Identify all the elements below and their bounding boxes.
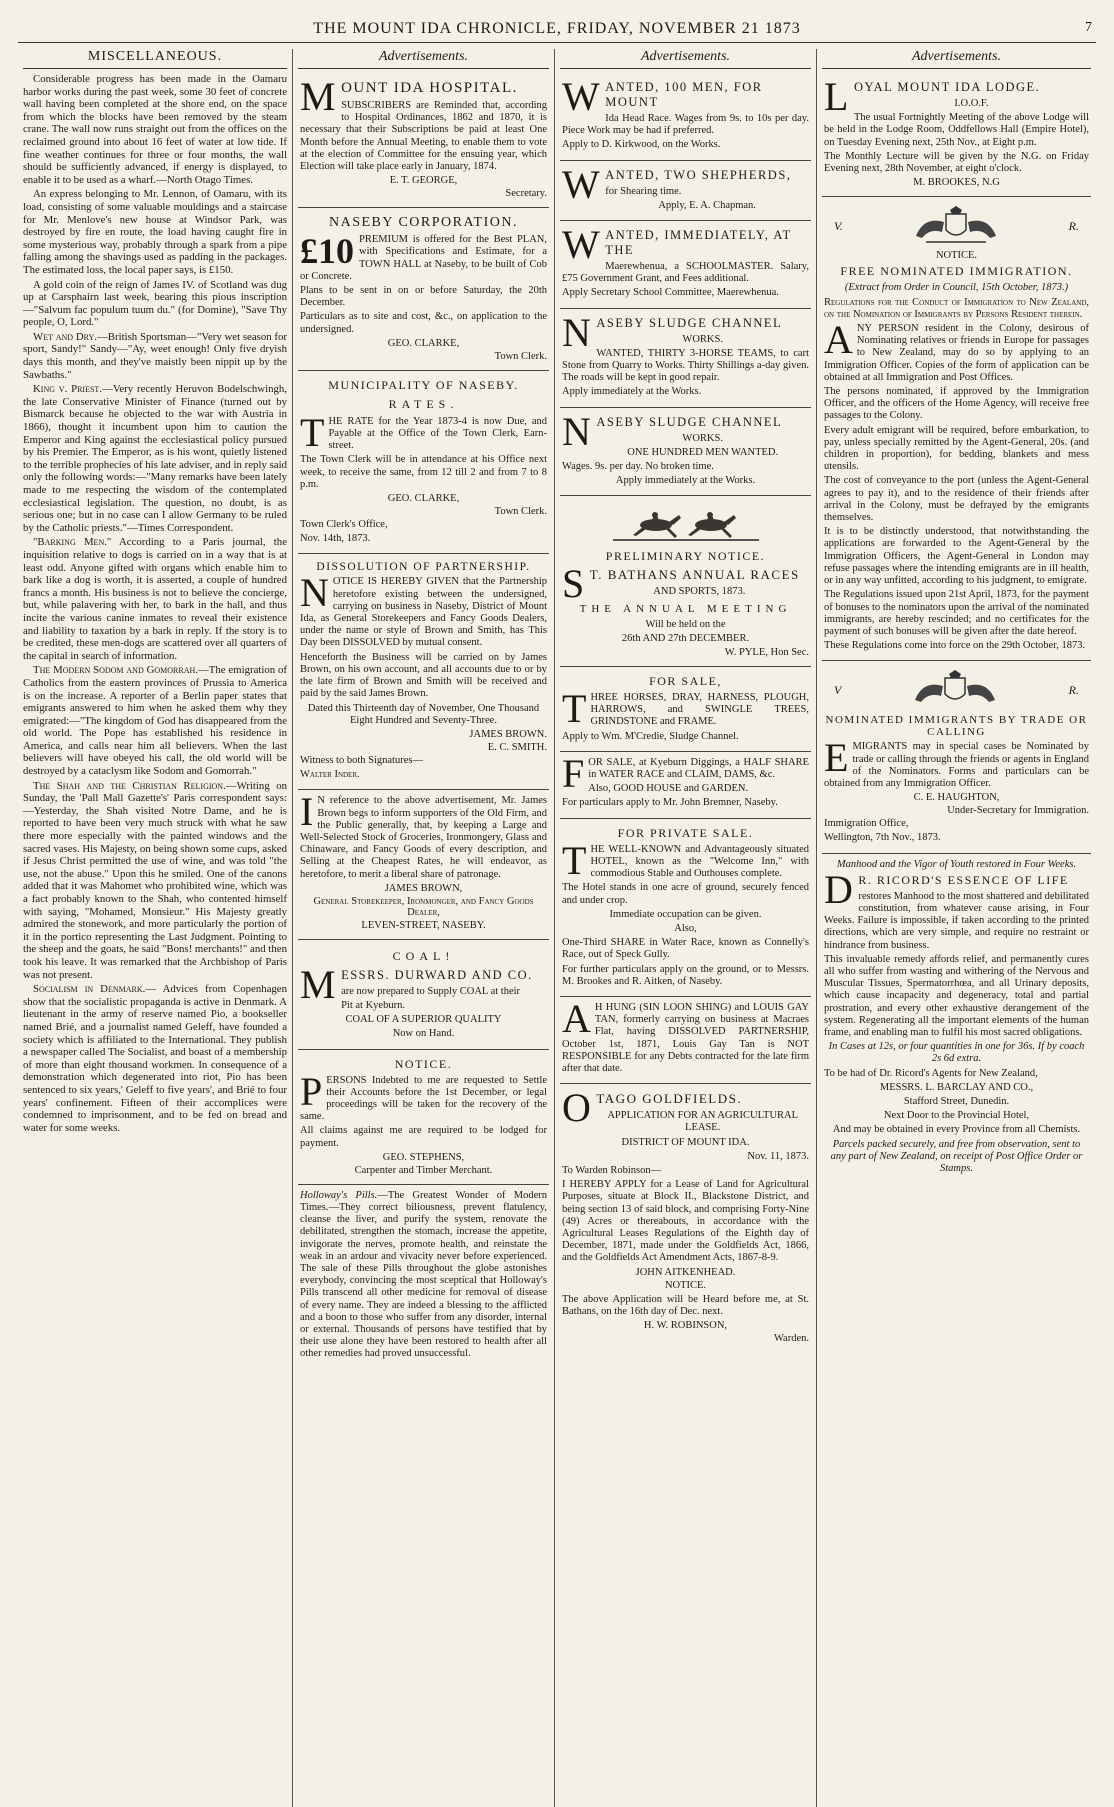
ad-body: SUBSCRIBERS are Reminded that, according to Hospital Ordinances, 1862 and 1870, it is necessary that their Subscriptions be paid at least One Month before the Annual Meeting, to enable them to vote at the election of Committee for the ensuing year, which Election will take place early in January, 1874. bbox=[300, 100, 547, 173]
ad-title: NOTICE. bbox=[394, 1056, 453, 1071]
ad-sludge-teams bbox=[560, 309, 811, 408]
ad-body bbox=[562, 837, 809, 883]
ad-title: NOMINATED IMMIGRANTS BY TRADE OR CALLING bbox=[825, 714, 1088, 739]
ad-body: Apply to D. Kirkwood, on the Works. bbox=[562, 139, 721, 151]
drop-cap: W bbox=[562, 161, 602, 207]
ad-trade-immigrants bbox=[822, 661, 1091, 853]
signature: W. PYLE, Hon Sec. bbox=[724, 647, 809, 659]
signature-role: Secretary. bbox=[505, 188, 547, 200]
ad-agents-address: Stafford Street, Dunedin. bbox=[903, 1095, 1010, 1107]
ad-body-text: ERSONS Indebted to me are requested to Settle their Accounts before the 1st December, or legal proceedings will be taken for the recovery of the same. bbox=[300, 1074, 547, 1123]
drop-cap: T bbox=[300, 409, 325, 455]
ad-loyal-lodge bbox=[822, 73, 1091, 197]
ad-body-text: PREMIUM is offered for the Best PLAN, with Specifications and Estimate, for a TOWN HALL at Naseby, to be built of Cob or Concrete. bbox=[300, 234, 547, 282]
ad-sludge-men bbox=[560, 408, 811, 497]
column-heading: MISCELLANEOUS. bbox=[23, 49, 287, 69]
ad-body: Next Door to the Provincial Hotel, bbox=[883, 1110, 1030, 1122]
ad-subtitle: WORKS. bbox=[682, 333, 723, 345]
ad-ah-hung bbox=[560, 997, 811, 1084]
ad-title-text: ANTED, IMMEDIATELY, AT THE bbox=[605, 228, 792, 258]
ad-title-text: ASEBY SLUDGE CHANNEL bbox=[596, 315, 783, 330]
ad-hospital bbox=[298, 73, 549, 208]
ad-dates: 26th AND 27th DECEMBER. bbox=[621, 632, 750, 644]
ad-body-text: HE RATE for the Year 1873-4 is now Due, and Payable at the Office of the Town Clerk, Earn-street. bbox=[328, 415, 547, 452]
ad-title-text: ANTED, TWO SHEPHERDS, bbox=[605, 167, 792, 182]
premium-amount: £10 bbox=[300, 231, 354, 272]
article-text: —Writing on Sunday, the 'Pall Mall Gazette's' Paris correspondent says: —Yesterday, the Shah visited Notre Dame, and he is reported to have been very much struck with what he saw there more especially with the painted windows and the sacred vases. His Majesty, on being shown some cups, asked if Jesus Christ permitted the use of wine, and was told "the use, not the abuse." Upon this he smiled. One of the canons added that it was Mahomet who prohibited wine, which was a fact probably known to the Shah, who contented himself with saying, "Mohamed, Monsieur." His Majesty greatly admired the stonework, and more particularly the portion of it in the portico representing the Last Judgment. Pointing to the sheep and the goats, he said "Bons! merchants!" and then took his leave. It was remarked that the Archbishop of Paris was not present. bbox=[23, 779, 287, 981]
ad-holloway bbox=[298, 1185, 549, 1369]
drop-cap: S bbox=[562, 561, 586, 607]
ad-body bbox=[300, 1068, 547, 1124]
ad-subtitle: APPLICATION FOR AN AGRICULTURAL LEASE. bbox=[607, 1110, 799, 1134]
ad-municipality-rates bbox=[298, 371, 549, 555]
drop-cap: T bbox=[562, 686, 587, 732]
article-wet-dry bbox=[23, 331, 287, 381]
article-express-fire: An express belonging to Mr. Lennon, of Oamaru, with its load, consisting of some valuable mouldings and a staircase for Mr. Menlove's new house at Windsor Park, was destroyed by fire en route, the load having caught fire in some mysterious way, probably through a spark from a pipe falling among the shavings used as padding in the packages. The estimated loss, the local paper says, is £150. bbox=[23, 188, 287, 276]
ad-body: Also, GOOD HOUSE and GARDEN. bbox=[588, 783, 749, 795]
ad-body: The Hotel stands in one acre of ground, securely fenced and under crop. bbox=[562, 882, 809, 906]
signature: JAMES BROWN. bbox=[469, 728, 547, 740]
signature: GEO. CLARKE, bbox=[387, 493, 460, 505]
ad-body: Now on Hand. bbox=[392, 1028, 455, 1040]
ad-title: NASEBY CORPORATION. bbox=[328, 215, 518, 231]
ad-body: Apply immediately at the Works. bbox=[615, 475, 756, 487]
ad-body: Apply immediately at the Works. bbox=[562, 386, 702, 398]
signature-role: Warden. bbox=[773, 1333, 809, 1345]
drop-cap: A bbox=[824, 317, 853, 363]
ad-body: Will be held on the bbox=[645, 618, 726, 630]
columns bbox=[18, 49, 1096, 1807]
column-heading: Advertisements. bbox=[560, 49, 811, 69]
ad-body: Every adult emigrant will be required, before embarkation, to pay, unless specially remitted by the Agent-General, 20s. (and children in proportion), for bedding, blankets and mess utensils. bbox=[824, 424, 1089, 473]
ad-prices: In Cases at 12s, or four quantities in one for 36s. If by coach 2s 6d extra. bbox=[828, 1041, 1085, 1065]
ad-title bbox=[300, 74, 547, 119]
signature: JOHN AITKENHEAD. bbox=[635, 1266, 736, 1278]
article-barking-men bbox=[23, 536, 287, 662]
column-heading: Advertisements. bbox=[822, 49, 1091, 69]
ad-body: Plans to be sent in on or before Saturday, the 20th December. bbox=[300, 285, 547, 309]
ad-body: The usual Fortnightly Meeting of the above Lodge will be held in the Lodge Room, Oddfellows Hall (Empire Hotel), on Tuesday Evening next, 25th Nov., at Eight p.m. bbox=[824, 112, 1089, 148]
ad-body: WANTED, THIRTY 3-HORSE TEAMS, to cart Stone from Quarry to Works. Thirty Shillings a-day given. The roads will be kept in good repair. bbox=[562, 347, 809, 384]
article-socialism bbox=[23, 983, 287, 1134]
drop-cap: N bbox=[300, 570, 329, 616]
column-heading: Advertisements. bbox=[298, 49, 549, 69]
ad-body: Apply to Wm. M'Credie, Sludge Channel. bbox=[562, 730, 739, 742]
drop-cap: L bbox=[824, 74, 850, 119]
office-date: Nov. 14th, 1873. bbox=[300, 533, 371, 545]
ad-body: All claims against me are required to be lodged for payment. bbox=[300, 1125, 547, 1149]
ad-naseby-corporation bbox=[298, 208, 549, 371]
office-date: Wellington, 7th Nov., 1873. bbox=[824, 832, 941, 844]
signature: JAMES BROWN, bbox=[384, 882, 463, 894]
drop-cap: W bbox=[562, 222, 602, 268]
ad-body: are now prepared to Supply COAL at their bbox=[341, 985, 521, 997]
ad-coal bbox=[298, 940, 549, 1050]
page-number: 7 bbox=[1085, 20, 1092, 35]
ad-body: Apply Secretary School Committee, Maerewhenua. bbox=[562, 287, 779, 299]
crest-letter-v: V. bbox=[834, 218, 843, 233]
notice-heading: NOTICE. bbox=[935, 250, 978, 262]
ad-title-text: ASEBY SLUDGE CHANNEL bbox=[596, 414, 783, 429]
article-headline: Wet and Dry. bbox=[33, 330, 97, 343]
ad-wanted-schoolmaster bbox=[560, 221, 811, 309]
article-shah bbox=[23, 780, 287, 982]
ad-body: for Shearing time. bbox=[605, 185, 682, 197]
drop-cap: O bbox=[562, 1085, 593, 1131]
ad-body-text: —The Greatest Wonder of Modern Times.—They correct biliousness, prevent flatulency, cleanse the liver, and purify the system, renovate the debilitated, strengthen the stomach, increase the appetite, invigorate the nerves, promote health, and reinstate the weak in an ardour and vivacity never before experienced. The sale of these Pills throughout the globe astonishes everybody, convincing the most sceptical that Holloway's Pills transcend all other medicine for removal of disease of every name. They are indeed a blessing to the afflicted and a boon to those who suffer from any disorder, internal or external. Thousands of persons have testified that by their use alone they have been restored to health after all other remedies had proved unsuccessful. bbox=[300, 1189, 547, 1360]
ad-body-text: HE WELL-KNOWN and Advantageously situated HOTEL, known as the "Welcome Inn," with commodious Stable and Outhouses complete. bbox=[590, 843, 809, 880]
racehorse-illustration bbox=[611, 505, 761, 545]
column-miscellaneous bbox=[18, 49, 293, 1807]
ad-addressee: To Warden Robinson— bbox=[562, 1164, 662, 1176]
article-headline: King v. Priest. bbox=[33, 383, 103, 396]
drop-cap: M bbox=[300, 961, 338, 1007]
ad-headline: Holloway's Pills. bbox=[300, 1189, 378, 1201]
ad-body: The Town Clerk will be in attendance at his Office next week, to receive the same, from 12 till 2 and from 7 to 8 p.m. bbox=[300, 454, 547, 490]
article-sodom bbox=[23, 664, 287, 777]
ad-body: For particulars apply to Mr. John Bremner, Naseby. bbox=[562, 797, 778, 809]
signature-role: Carpenter and Timber Merchant. bbox=[354, 1164, 493, 1176]
signature-role: General Storekeeper, Ironmonger, and Fancy Goods Dealer, bbox=[313, 895, 534, 918]
ad-meeting: THE ANNUAL MEETING bbox=[579, 602, 792, 615]
ad-body-text: N reference to the above advertisement, Mr. James Brown begs to inform supporters of the Old Firm, and the Public generally, that, by keeping a Large and Well-Selected Stock of Groceries, Ironmongery, Glass and Chinaware, and Fancy Goods of every description, and Selling at the Cheapest Rates, he will endeavor, as heretofore, to merit a liberal share of patronage. bbox=[300, 795, 547, 880]
ad-body: ONE HUNDRED MEN WANTED. bbox=[627, 446, 779, 458]
ad-title bbox=[824, 866, 1089, 912]
drop-cap: T bbox=[562, 837, 587, 883]
ad-body: Pit at Kyeburn. bbox=[341, 999, 405, 1011]
ad-stephens-notice bbox=[298, 1050, 549, 1185]
ad-body bbox=[300, 789, 547, 880]
ad-title bbox=[562, 222, 809, 268]
ad-subtitle: AND SPORTS, 1873. bbox=[653, 586, 746, 598]
ad-otago-goldfields bbox=[560, 1084, 811, 1352]
ad-free-immigration bbox=[822, 197, 1091, 661]
drop-cap: P bbox=[300, 1068, 323, 1114]
ad-body: Immediate occupation can be given. bbox=[609, 908, 762, 920]
column-advertisements-3 bbox=[817, 49, 1096, 1807]
ad-body: I HEREBY APPLY for a Lease of Land for Agricultural Purposes, situate at Block II., Blackstone District, and being section 13 of said block, and comprising Forty-Nine (49) Acres or thereabouts, in accordance with the Agricultural Leases Regulations of the Eighth day of December, 1871, made under the Goldfields Act, 1866, and the Goldfields Act Amendment Acts, 1867-8-9. bbox=[562, 1179, 809, 1264]
column-advertisements-2 bbox=[555, 49, 817, 1807]
ad-kyeburn bbox=[560, 752, 811, 819]
ad-notice: NOTICE. bbox=[664, 1279, 707, 1291]
article-king-priest bbox=[23, 383, 287, 534]
ad-subtitle: WORKS. bbox=[682, 432, 723, 444]
ad-body bbox=[824, 735, 1089, 790]
ad-subtitle: RATES. bbox=[388, 396, 459, 411]
ad-body-text: OTICE IS HEREBY GIVEN that the Partnership heretofore existing between the undersigned, carrying on business in Naseby, District of Mount Ida, as General Storekeepers and Fancy Goods Dealers, under the name or style of Brown and Smith, has This Day been DISSOLVED by mutual consent. bbox=[300, 576, 547, 649]
ad-body: Henceforth the Business will be carried on by James Brown, on his own account, and all accounts due to or by the late firm of Brown and Smith will be received and paid by the said James Brown. bbox=[300, 651, 547, 700]
ad-body: Dated this Thirteenth day of November, One Thousand Eight Hundred and Seventy-Three. bbox=[307, 702, 540, 726]
ad-title-text: TAGO GOLDFIELDS. bbox=[596, 1091, 743, 1107]
ad-title-text: OUNT IDA HOSPITAL. bbox=[341, 80, 518, 96]
signature: C. E. HAUGHTON, bbox=[913, 792, 1000, 804]
ad-pretitle: PRELIMINARY NOTICE. bbox=[605, 549, 766, 564]
article-text: — Advices from Copenhagen show that the socialistic propaganda is active in Denmark. A lieutenant in the army of reserve named Pio, a bookseller named Brié, and a journalist named Geleff, have founded a society which is affiliated to the International. They publish a newspaper called The Socialist, and boast of a membership of more than eight thousand workmen. In consequence of a demonstration which degenerated into riot, Pio has been sentenced to six years,' Geleff to five years', and Brié to four years' confinement. Fifteen of their accomplices were condemned to imprisonment, and to be fed on bread and water for some weeks. bbox=[23, 983, 287, 1134]
ad-body: restores Manhood to the most shattered and debilitated constitution, from whatever cause arising, in Four Weeks. Failure is impossible, if taken according to the printed directions, which are very simple, and require no restraint or hindrance from business. bbox=[824, 890, 1089, 951]
article-oamaru: Considerable progress has been made in the Oamaru harbor works during the past week, some 30 feet of concrete wall having been completed at the shore end, on the space from which the blocks have been removed by the steam crane. The wall now runs straight out from the offices on the reclaimed ground into about 16 feet of water at low tide. If fine weather continues for three or four months, the wall should be sufficiently advanced, if energy is displayed, to enable it to be used as a wharf.—North Otago Times. bbox=[23, 73, 287, 186]
ad-signature: Apply, E. A. Chapman. bbox=[658, 199, 756, 211]
ad-body: This invaluable remedy affords relief, and permanently cures all who suffer from wasting and withering of the Nervous and Muscular Tissues, Spermatorrhœa, and all Urinary deposits, which cause incapacity and degeneracy, total and partial prostration, and every other exhaustive derangement of the system. Regenerating all the important elements of the human frame, and enabling man to fulfil his most sacred obligations. bbox=[824, 953, 1089, 1038]
ad-title-text: ANTED, 100 MEN, FOR MOUNT bbox=[605, 80, 763, 109]
office-address: Town Clerk's Office, bbox=[300, 519, 388, 531]
article-headline: "Barking Men." bbox=[33, 536, 112, 549]
signature: E. T. GEORGE, bbox=[389, 175, 458, 187]
royal-coat-of-arms-icon bbox=[895, 670, 1015, 710]
article-text: —British Sportsman—"Very wet season for sport, Sandy!" Sandy—"Ay, weet enough! Only five dryish days this month, and they've maistly been nippit up by the Sawbaths." bbox=[23, 330, 287, 381]
ad-title: MUNICIPALITY OF NASEBY. bbox=[328, 377, 519, 392]
ad-races bbox=[560, 496, 811, 667]
ad-body: These Regulations come into force on the 29th October, 1873. bbox=[824, 640, 1086, 652]
ad-extract: (Extract from Order in Council, 15th October, 1873.) bbox=[844, 282, 1069, 294]
ad-body: Maerewhenua, a SCHOOLMASTER. Salary, £75 Government Grant, and Fees additional. bbox=[562, 261, 809, 285]
drop-cap: I bbox=[300, 789, 314, 835]
masthead bbox=[18, 18, 1096, 43]
ad-parcels: Parcels packed securely, and free from observation, sent to any part of New Zealand, on receipt of Post Office Order or Stamps. bbox=[830, 1138, 1083, 1174]
article-headline: The Shah and the Christian Religion. bbox=[33, 779, 226, 792]
ad-title-text: OYAL MOUNT IDA LODGE. bbox=[853, 80, 1041, 94]
ad-regulations: Regulations for the Conduct of Immigration to New Zealand, on the Nomination of Immigrants by Persons Resident therein. bbox=[824, 296, 1089, 320]
ad-brown-reference bbox=[298, 790, 549, 939]
ad-title: FOR PRIVATE SALE. bbox=[617, 825, 754, 840]
ad-subtitle: I.O.O.F. bbox=[954, 98, 989, 109]
ad-body bbox=[300, 570, 547, 649]
ad-wanted-shepherds bbox=[560, 161, 811, 221]
drop-cap: A bbox=[562, 995, 591, 1041]
ad-body bbox=[824, 317, 1089, 384]
column-advertisements-1 bbox=[293, 49, 555, 1807]
ad-body: Ida Head Race. Wages from 9s. to 10s per day. Piece Work may be had if preferred. bbox=[562, 113, 809, 137]
office-address: Immigration Office, bbox=[824, 818, 909, 830]
ad-district: DISTRICT OF MOUNT IDA. bbox=[621, 1136, 750, 1148]
ad-body-text: NY PERSON resident in the Colony, desirous of Nominating relatives or friends in Europe for passages to New Zealand, may do so by applying to an Immigration Officer. Copies of the form of application can be obtained at all Immigration and Post Offices. bbox=[824, 323, 1089, 383]
signature-role: Town Clerk. bbox=[494, 350, 547, 362]
ad-body bbox=[300, 409, 547, 455]
ad-body: And may be obtained in every Province from all Chemists. bbox=[832, 1124, 1081, 1136]
article-text: —Very recently Heruvon Bodelschwingh, the late Conservative Minister of Finance (turned out by Bismarck because he objected to the war with Austria in 1866), thought it incumbent upon him to caution the Emperor and King against the ecclesiastical policy pursued by his Premier. The Emperor, as is his wont, quietly listened to the terrible prophecies of his late adviser, and in reply said only the following words:—"Many remarks have been lately made to me respecting the wisdom of the contemplated ecclesiastical legislation. The question, no doubt, is as serious one; but in no case can I allow Germany to be ruled by the Catholic priests."—Times Correspondent. bbox=[23, 383, 287, 534]
ad-wanted-men bbox=[560, 73, 811, 161]
ad-agents: MESSRS. L. BARCLAY AND CO., bbox=[879, 1081, 1034, 1093]
ad-body-text: MIGRANTS may in special cases be Nominated by trade or calling through the friends or agents in England of the Nominators. Forms and particulars can be obtained from any Immigration Officer. bbox=[824, 741, 1089, 789]
ad-title-text: R. RICORD'S ESSENCE OF LIFE bbox=[858, 872, 1069, 887]
ad-body: For further particulars apply on the ground, or to Messrs. M. Brookes and R. Aitken, of Naseby. bbox=[562, 963, 809, 987]
ad-body: The Regulations issued upon 21st April, 1873, for the payment of bonuses to the nominators upon the arrival of the nominated immigrants, are hereby rescinded; and no certificates for the payment of such bonuses will be given after the date hereof. bbox=[824, 589, 1089, 637]
article-headline: Socialism in Denmark. bbox=[33, 983, 146, 996]
ad-body bbox=[562, 995, 809, 1075]
ad-title: FREE NOMINATED IMMIGRATION. bbox=[840, 264, 1073, 279]
ad-title: COAL! bbox=[392, 948, 455, 963]
article-text: According to a Paris journal, the inquisition relative to dogs is carried on in a way that is at least odd. Anyone gifted with organs which enable him to bark like a dog is worth, it is asserted, a couple of hundred francs a month. His business is not to believe the concierge, but, while palavering with her, to bark in the hall, and thus incite the various canine inmates to reveal their existence and liability to taxation by a bark in reply. If the story is to be credited, these men-dogs are scattered over all quarters of the capital in search of information. bbox=[23, 536, 287, 662]
ad-body: COAL OF A SUPERIOR QUALITY bbox=[345, 1014, 502, 1026]
witness-name: Walter Inder. bbox=[300, 769, 360, 781]
ad-title: FOR SALE, bbox=[649, 674, 722, 689]
royal-crest bbox=[834, 206, 1079, 246]
ad-body: To be had of Dr. Ricord's Agents for New Zealand, bbox=[824, 1067, 1038, 1079]
ad-title: DISSOLUTION OF PARTNERSHIP. bbox=[316, 561, 531, 574]
ad-body: The Monthly Lecture will be given by the N.G. on Friday Evening next, 28th November, at eight o'clock. bbox=[824, 150, 1089, 175]
ad-body-text: HREE HORSES, DRAY, HARNESS, PLOUGH, HARROWS, and SWINGLE TREES, GRINDSTONE and FRAME. bbox=[590, 692, 809, 728]
drop-cap: N bbox=[562, 408, 593, 454]
ad-title-text: T. BATHANS ANNUAL RACES bbox=[589, 567, 800, 583]
ad-body: It is to be distinctly understood, that notwithstanding the applications are forwarded to the Agent-General by the Immigration Officers, the Agent-General in London may refuse passages where the intending emigrants are in ill health, or in any way unfitted, according to his judgment, to emigrate. bbox=[824, 526, 1089, 587]
ad-body-text: H HUNG (SIN LOON SHING) and LOUIS GAY TAN, formerly carrying on business at Macraes Flat, having DISSOLVED PARTNERSHIP, October 1st, 1871, Louis Gay Tan is NOT RESPONSIBLE for any Debts contracted for the late firm after that date. bbox=[562, 1001, 809, 1074]
ad-for-sale-horses bbox=[560, 667, 811, 752]
ad-body: Also, bbox=[674, 922, 697, 934]
ad-body: The cost of conveyance to the port (unless the Agent-General agrees to pay it), and to the residence of their friends after arrival in the Colony, must be defrayed by the emigrants themselves. bbox=[824, 475, 1089, 524]
witness: Witness to both Signatures— bbox=[300, 754, 423, 766]
drop-cap: W bbox=[562, 74, 602, 119]
crest-letter-r: R. bbox=[1068, 682, 1079, 697]
royal-crest bbox=[834, 670, 1079, 710]
signature-role: Under-Secretary for Immigration. bbox=[947, 805, 1089, 817]
drop-cap: N bbox=[562, 309, 593, 355]
signature-role: Town Clerk. bbox=[494, 506, 547, 518]
signature: GEO. STEPHENS, bbox=[382, 1151, 465, 1163]
ad-body-text: OR SALE, at Kyeburn Diggings, a HALF SHARE in WATER RACE and CLAIM, DAMS, &c. bbox=[588, 756, 809, 781]
crest-letter-v: V bbox=[834, 682, 842, 697]
ad-title bbox=[562, 74, 809, 119]
drop-cap: F bbox=[562, 750, 585, 796]
signature: H. W. ROBINSON, bbox=[643, 1320, 728, 1332]
ad-ricord-essence bbox=[822, 854, 1091, 1184]
article-headline: The Modern Sodom and Gomorrah. bbox=[33, 664, 198, 677]
ad-body bbox=[562, 686, 809, 732]
signature-address: LEVEN-STREET, NASEBY. bbox=[361, 919, 486, 931]
article-gold-coin: A gold coin of the reign of James IV. of Scotland was dug up at Carsphairn last week, bearing this pious inscription—"Salvum fac populum tuum du." (for Domine), "Save Thy people, O, Lord." bbox=[23, 278, 287, 329]
ad-date: Nov. 11, 1873. bbox=[747, 1150, 809, 1162]
royal-coat-of-arms-icon bbox=[896, 206, 1016, 246]
ad-headline-text: ESSRS. DURWARD AND CO. bbox=[341, 967, 533, 982]
ad-body: One-Third SHARE in Water Race, known as Connelly's Race, out of Speck Gully. bbox=[562, 937, 809, 961]
article-text: —The emigration of Catholics from the eastern provinces of Prussia to America is on the increase. A reporter of a Berlin paper states that emigrants answered to him when he asked them why they emigrated:—"The kingdom of God has disappeared from the old world. The Pope has established his residence in America, and calls near him all believers. When the last believers will have obeyed his call, the old world will be destroyed by a cataclysm like Sodom and Gomorrah." bbox=[23, 664, 288, 778]
signature: E. C. SMITH. bbox=[487, 741, 547, 753]
newspaper-title: THE MOUNT IDA CHRONICLE, FRIDAY, NOVEMBER 21 1873 bbox=[313, 20, 801, 37]
ad-body: Wages. 9s. per day. No broken time. bbox=[562, 461, 714, 473]
drop-cap: E bbox=[824, 735, 849, 781]
ad-body bbox=[300, 231, 547, 283]
crest-letter-r: R. bbox=[1068, 218, 1079, 233]
ad-body: Particulars as to site and cost, &c., on application to the undersigned. bbox=[300, 311, 547, 335]
drop-cap: D bbox=[824, 866, 855, 912]
ad-private-sale bbox=[560, 819, 811, 997]
ad-body: The above Application will be Heard before me, at St. Bathans, on the 16th day of Dec. next. bbox=[562, 1293, 809, 1317]
signature: GEO. CLARKE, bbox=[387, 337, 460, 349]
ad-body: The persons nominated, if approved by the Immigration Officer, and the officers of the Home Agency, will receive free passages to the Colony. bbox=[824, 386, 1089, 422]
ad-dissolution bbox=[298, 554, 549, 790]
signature: M. BROOKES, N.G bbox=[913, 177, 1000, 189]
drop-cap: M bbox=[300, 74, 338, 119]
ad-body bbox=[300, 1190, 547, 1361]
ad-tagline: Manhood and the Vigor of Youth restored in Four Weeks. bbox=[836, 858, 1077, 870]
